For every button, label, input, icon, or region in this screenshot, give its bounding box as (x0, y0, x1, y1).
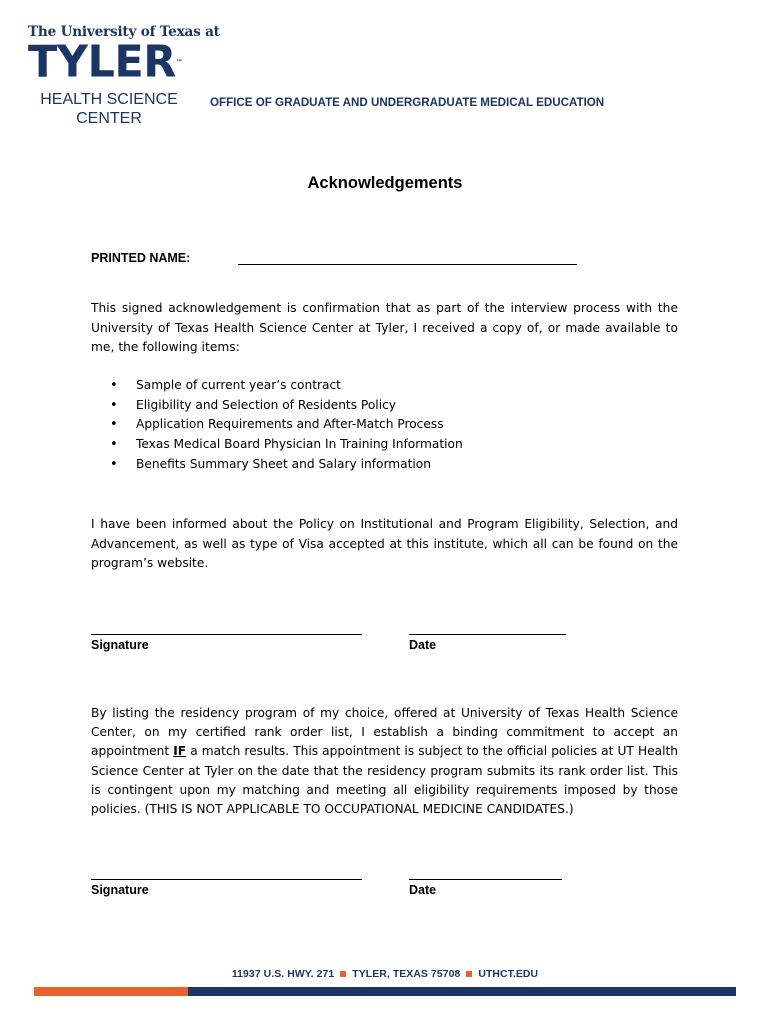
page-title: Acknowledgements (307, 174, 463, 192)
date-line-2[interactable] (409, 879, 562, 880)
logo-subtitle-line2: CENTER (76, 110, 142, 127)
footer-website: UTHCT.EDU (478, 969, 539, 980)
logo-trademark: ™ (175, 58, 183, 67)
logo-tyler-wordmark (28, 36, 203, 88)
commitment-paragraph (91, 704, 678, 819)
logo-university-line: The University of Texas at (28, 24, 220, 40)
intro-paragraph: This signed acknowledgement is confirmation that as part of the interview process with the University of Texas Health Science Center at Tyler, I received a copy of, or made available to me, the following items: (91, 301, 678, 355)
received-items-list (110, 376, 463, 475)
list-item: • Sample of current year’s contract (110, 376, 463, 396)
signature-label-2: Signature (91, 883, 149, 897)
square-bullet-icon (466, 971, 472, 977)
office-heading: OFFICE OF GRADUATE AND UNDERGRADUATE MEDICAL EDUCATION (210, 96, 605, 109)
list-item: • Eligibility and Selection of Residents Policy (110, 396, 463, 416)
commitment-text-start: By listing the residency program of my choice, offered at University of Texas Health Science Center, on my certified rank order list, I establish a binding commitment to accept an appointment (91, 706, 678, 759)
commitment-text-end: a match results. This appointment is subject to the official policies at UT Health Science Center at Tyler on the date that the residency program submits its rank order list. This is contingent upon my matching and meeting all eligibility requirements imposed by those policies. (THIS IS NOT APPLICABLE TO OCCUPATIONAL MEDICINE CANDIDATES.) (91, 744, 678, 817)
policy-paragraph: I have been informed about the Policy on Institutional and Program Eligibility, Selection, and Advancement, as well as type of Visa accepted at this institute, which all can be found on the program’s website. (91, 517, 678, 571)
signature-line-1[interactable] (91, 634, 362, 635)
date-label-1: Date (409, 638, 437, 652)
list-item: • Texas Medical Board Physician In Training Information (110, 435, 463, 455)
footer-contact (0, 969, 770, 980)
logo-subtitle-line1: HEALTH SCIENCE (40, 91, 178, 108)
logo-tyler-text: TYLER (28, 36, 176, 88)
footer-address: 11937 U.S. HWY. 271 (231, 969, 335, 980)
list-item: • Benefits Summary Sheet and Salary information (110, 455, 463, 475)
logo-subtitle (28, 90, 190, 128)
date-label-2: Date (409, 883, 437, 897)
university-logo (28, 24, 220, 128)
date-line-1[interactable] (409, 634, 566, 635)
list-item: • Application Requirements and After-Match Process (110, 415, 463, 435)
footer-bar-orange (34, 987, 188, 996)
footer-city: TYLER, TEXAS 75708 (352, 969, 461, 980)
signature-label-1: Signature (91, 638, 149, 652)
footer-bar-navy (188, 987, 736, 996)
signature-line-2[interactable] (91, 879, 362, 880)
commitment-emphasis: IF (173, 744, 187, 759)
printed-name-field[interactable] (238, 264, 577, 265)
printed-name-label: PRINTED NAME: (91, 251, 191, 265)
square-bullet-icon (340, 971, 346, 977)
